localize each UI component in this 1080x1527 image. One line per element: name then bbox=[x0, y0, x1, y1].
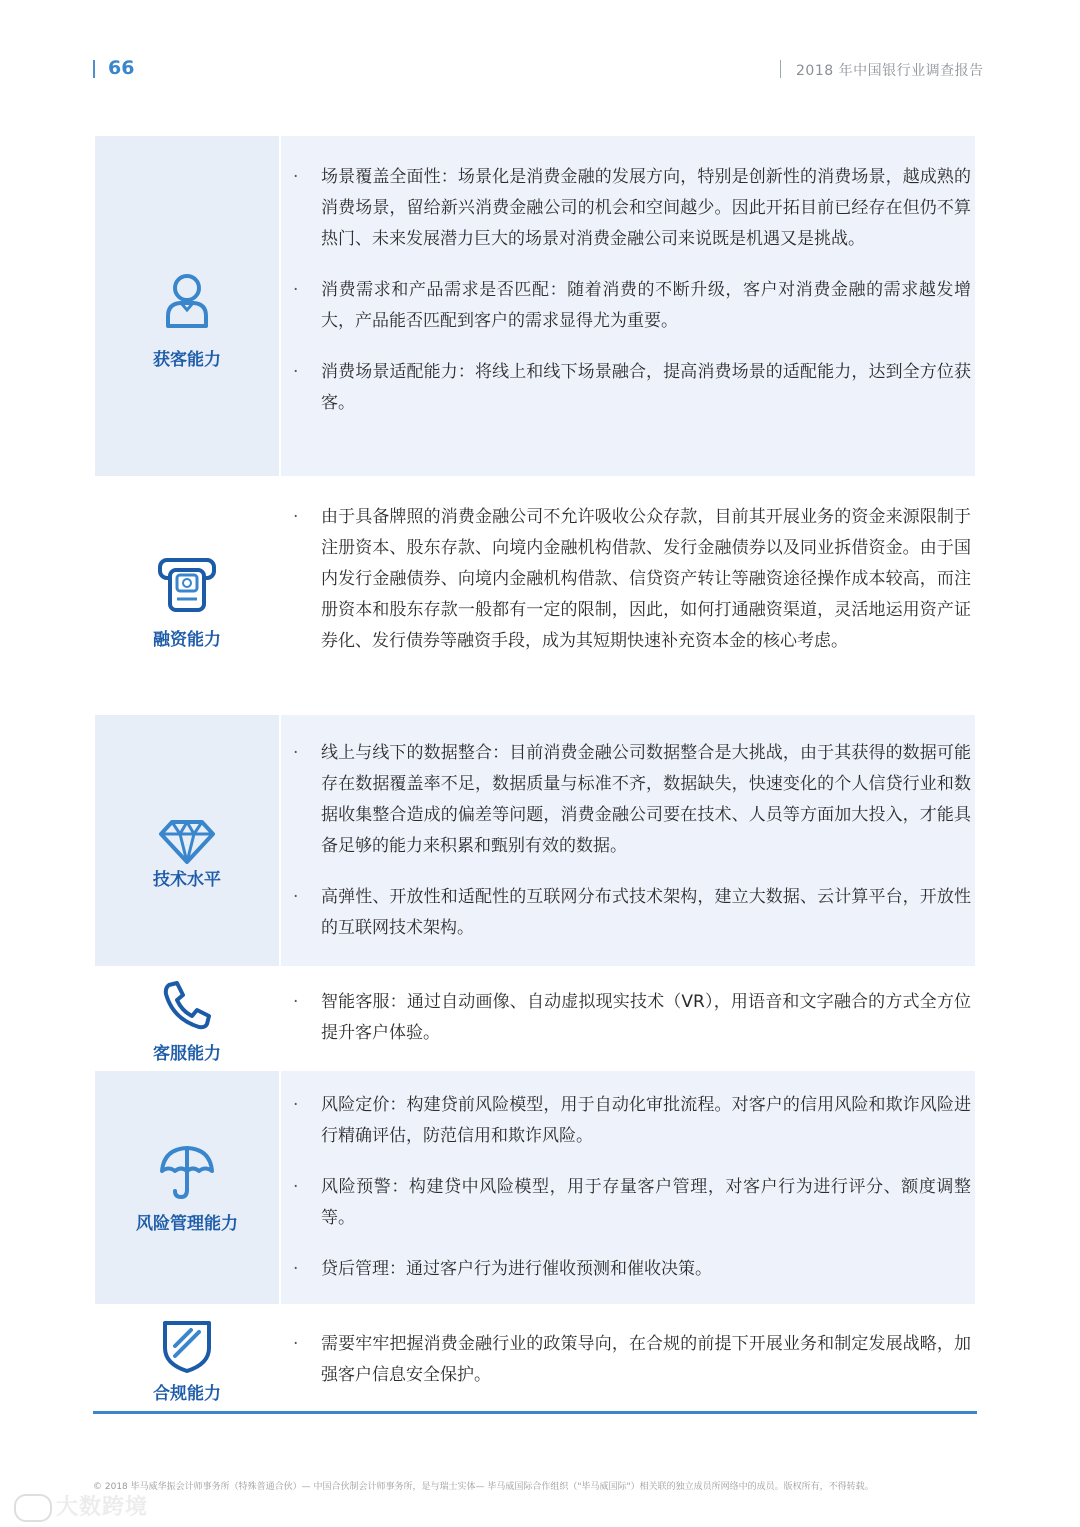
page-number: 66 bbox=[108, 57, 135, 79]
section-label: 获客能力 bbox=[153, 350, 221, 370]
list-item: · 风险预警：构建贷中风险模型，用于存量客户管理，对客户行为进行评分、额度调整等。 bbox=[293, 1177, 971, 1228]
header-divider-left bbox=[93, 60, 95, 78]
bullet-list bbox=[291, 162, 971, 419]
section-risk-management bbox=[95, 1071, 975, 1304]
section-label-cell bbox=[95, 136, 279, 476]
bullet-list bbox=[291, 1329, 971, 1391]
section-label: 客服能力 bbox=[153, 1044, 221, 1064]
list-item: · 消费场景适配能力：将线上和线下场景融合，提高消费场景的适配能力，达到全方位获客。 bbox=[293, 362, 971, 413]
bullet-list bbox=[291, 1090, 971, 1285]
section-label-cell bbox=[95, 476, 279, 715]
section-financing bbox=[95, 476, 975, 715]
section-content-cell bbox=[281, 1304, 975, 1408]
watermark: 大数跨境 bbox=[14, 1490, 148, 1522]
shield-icon bbox=[161, 1318, 213, 1374]
section-label-cell bbox=[95, 1071, 279, 1304]
report-title: 2018 年中国银行业调查报告 bbox=[796, 63, 984, 79]
section-label: 融资能力 bbox=[153, 630, 221, 650]
copyright-footer: © 2018 毕马威华振会计师事务所（特殊普通合伙）— 中国合伙制会计师事务所，是与瑞士实体— 毕马威国际合作组织（"毕马威国际"）相关联的独立成员所网络中的成员。版权所有，不得转载。 bbox=[93, 1482, 874, 1492]
list-item: · 风险定价：构建贷前风险模型，用于自动化审批流程。对客户的信用风险和欺诈风险进行精确评估，防范信用和欺诈风险。 bbox=[293, 1095, 971, 1146]
section-customer-acquisition bbox=[95, 136, 975, 476]
watermark-logo-icon bbox=[14, 1494, 52, 1522]
section-customer-service bbox=[95, 966, 975, 1071]
diamond-icon bbox=[158, 819, 216, 865]
section-content-cell bbox=[281, 1071, 975, 1304]
list-item: · 需要牢牢把握消费金融行业的政策导向，在合规的前提下开展业务和制定发展战略，加强客户信息安全保护。 bbox=[293, 1334, 971, 1385]
phone-icon bbox=[161, 979, 213, 1031]
list-item: · 高弹性、开放性和适配性的互联网分布式技术架构，建立大数据、云计算平台，开放性的互联网技术架构。 bbox=[293, 887, 971, 938]
bottom-rule bbox=[93, 1411, 977, 1414]
bullet-list bbox=[291, 987, 971, 1049]
umbrella-icon bbox=[159, 1144, 215, 1200]
atm-money-icon bbox=[157, 557, 217, 613]
list-item: · 线上与线下的数据整合：目前消费金融公司数据整合是大挑战，由于其获得的数据可能存在数据覆盖率不足，数据质量与标准不齐，数据缺失，快速变化的个人信贷行业和数据收集整合造成的偏差等问题，消费金融公司要在技术、人员等方面加大投入，才能具备足够的能力来积累和甄别有效的数据。 bbox=[293, 743, 971, 856]
section-compliance bbox=[95, 1304, 975, 1408]
section-technology bbox=[95, 715, 975, 966]
section-label-cell bbox=[95, 715, 279, 966]
section-content-cell bbox=[281, 476, 975, 715]
person-icon bbox=[163, 272, 211, 330]
section-label-cell bbox=[95, 966, 279, 1071]
section-label: 合规能力 bbox=[153, 1384, 221, 1404]
header-divider-right bbox=[780, 60, 781, 78]
bullet-list bbox=[291, 738, 971, 944]
section-content-cell bbox=[281, 715, 975, 966]
list-item: · 消费需求和产品需求是否匹配：随着消费的不断升级，客户对消费金融的需求越发增大，产品能否匹配到客户的需求显得尤为重要。 bbox=[293, 280, 971, 331]
list-item: · 场景覆盖全面性：场景化是消费金融的发展方向，特别是创新性的消费场景，越成熟的消费场景，留给新兴消费金融公司的机会和空间越少。因此开拓目前已经存在但仍不算热门、未来发展潜力巨大的场景对消费金融公司来说既是机遇又是挑战。 bbox=[293, 167, 971, 249]
list-item: · 由于具备牌照的消费金融公司不允许吸收公众存款，目前其开展业务的资金来源限制于注册资本、股东存款、向境内金融机构借款、发行金融债券以及同业拆借资金。由于国内发行金融债券、向境内金融机构借款、信贷资产转让等融资途径操作成本较高，而注册资本和股东存款一般都有一定的限制，因此，如何打通融资渠道，灵活地运用资产证券化、发行债券等融资手段，成为其短期快速补充资本金的核心考虑。 bbox=[293, 507, 971, 651]
section-label: 技术水平 bbox=[153, 870, 221, 890]
section-content-cell bbox=[281, 136, 975, 476]
section-label: 风险管理能力 bbox=[136, 1214, 238, 1234]
section-content-cell bbox=[281, 966, 975, 1071]
bullet-list bbox=[291, 502, 971, 657]
list-item: · 智能客服：通过自动画像、自动虚拟现实技术（VR），用语音和文字融合的方式全方位提升客户体验。 bbox=[293, 992, 971, 1043]
list-item: · 贷后管理：通过客户行为进行催收预测和催收决策。 bbox=[293, 1259, 712, 1279]
section-label-cell bbox=[95, 1304, 279, 1408]
